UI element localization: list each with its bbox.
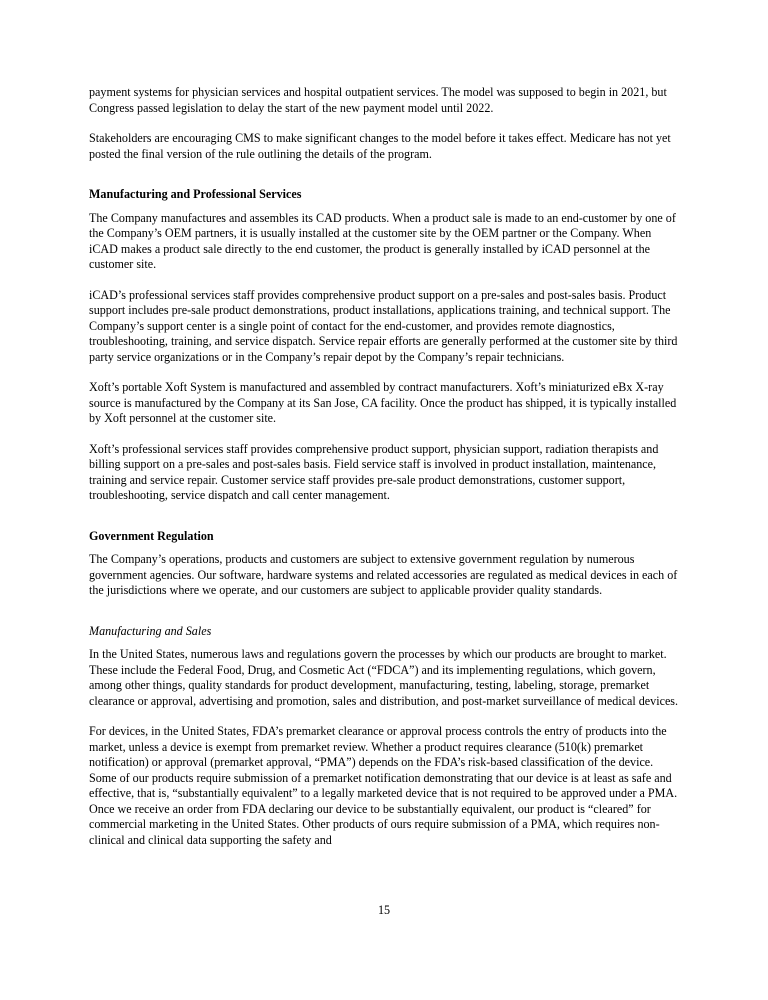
body-paragraph-company-manufactures: The Company manufactures and assembles its CAD products. When a product sale is made to an end-customer by one of the Company’s OEM partners, it is usually installed at the customer site by the OEM partner or the Company. When iCAD makes a product sale directly to the end customer, the product is generally installed by iCAD personnel at the customer site.: [89, 210, 676, 271]
body-paragraph-fda-premarket-clearance: For devices, in the United States, FDA’s premarket clearance or approval process controls the entry of products into the market, unless a device is exempt from premarket review. Whether a product requires clearance (510(k) premarket notification) or approval (premarket approval, “PMA”) depends on the FDA’s risk-based classification of the device. Some of our products require submission of a premarket notification demonstrating that our device is at least as safe and effective, that is, “substantially equivalent” to a legally marketed device that is not required to be approved under a PMA. Once we receive an order from FDA declaring our device to be substantially equivalent, our product is “cleared” for commercial marketing in the United States. Other products of ours require submission of a PMA, which requires non-clinical and clinical data supporting the safety and: [89, 724, 678, 847]
page-number: 15: [377, 903, 391, 917]
body-paragraph-icad-professional-services: iCAD’s professional services staff provides comprehensive product support on a pre-sales and post-sales basis. Product support includes pre-sale product demonstrations, product installations, applications training, and technical support. The Company’s support center is a single point of contact for the end-customer, and provides remote diagnostics, troubleshooting, training, and service dispatch. Service repair efforts are generally performed at the customer site by third party service organizations or in the Company’s repair depot by the Company’s repair technicians.: [89, 287, 678, 364]
document-body: [89, 85, 681, 863]
body-paragraph-stakeholders: Stakeholders are encouraging CMS to make significant changes to the model before it takes effect. Medicare has not yet posted the final version of the rule outlining the details of the program.: [89, 131, 671, 161]
body-paragraph-payment-systems: payment systems for physician services and hospital outpatient services. The model was supposed to begin in 2021, but Congress passed legislation to delay the start of the new payment model until 2022.: [89, 85, 667, 115]
body-paragraph-company-operations: The Company’s operations, products and customers are subject to extensive government regulation by numerous government agencies. Our software, hardware systems and related accessories are regulated as medical devices in each of the jurisdictions where we operate, and our customers are subject to applicable provider quality standards.: [89, 552, 678, 597]
subsection-heading-manufacturing-and-sales: Manufacturing and Sales: [89, 623, 212, 638]
body-paragraph-xoft-system: Xoft’s portable Xoft System is manufactured and assembled by contract manufacturers. Xoft’s miniaturized eBx X-ray source is manufactured by the Company at its San Jose, CA facility. Once the product has shipped, it is typically installed by Xoft personnel at the customer site.: [89, 380, 677, 425]
body-paragraph-us-laws-regulations: In the United States, numerous laws and regulations govern the processes by which our products are brought to market. These include the Federal Food, Drug, and Cosmetic Act (“FDCA”) and its implementing regulations, which govern, among other things, quality standards for product development, manufacturing, testing, labeling, storage, premarket clearance or approval, advertising and promotion, sales and distribution, and post-market surveillance of medical devices.: [89, 647, 679, 708]
body-paragraph-xoft-professional-services: Xoft’s professional services staff provides comprehensive product support, physician support, radiation therapists and billing support on a pre-sales and post-sales basis. Field service staff is involved in product installation, maintenance, training and service repair. Customer service staff provides pre-sale product demonstrations, customer support, troubleshooting, service dispatch and call center management.: [89, 441, 659, 502]
section-heading-government-regulation: Government Regulation: [89, 528, 214, 543]
section-heading-manufacturing-and-professional-services: Manufacturing and Professional Services: [89, 187, 302, 201]
